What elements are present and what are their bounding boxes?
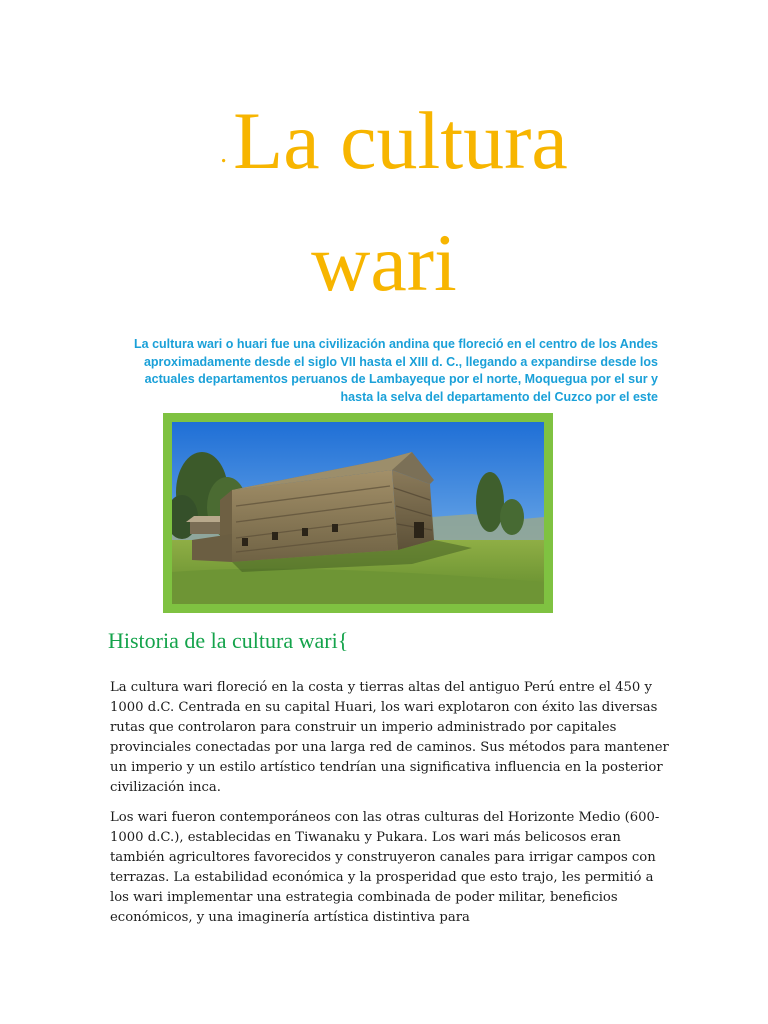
history-paragraph-2: Los wari fueron contemporáneos con las otras culturas del Horizonte Medio (600-1000 d.C.), establecidas en Tiwanaku y Pukara. Los wari más belicosos eran también agricultores favorecidos y construyeron canales para irrigar campos con terrazas. La estabilidad económica y la prosperidad que esto trajo, les permitió a los wari implementar una estrategia combinada de poder militar, beneficios económicos, y una imaginería artística distintiva para bbox=[110, 810, 660, 925]
ruins-photo-frame bbox=[163, 413, 553, 613]
intro-paragraph: La cultura wari o huari fue una civilización andina que floreció en el centro de los Andes aproximadamente desde el siglo VII hasta el XIII d. C., llegando a expandirse desde los actuales departamentos peruanos de Lambayeque por el norte, Moquegua por el sur y hasta la selva del departamento del Cuzco por el este bbox=[134, 337, 658, 404]
document-title-line-2: wari bbox=[311, 217, 457, 308]
history-paragraph-1: La cultura wari floreció en la costa y tierras altas del antiguo Perú entre el 450 y 1000 d.C. Centrada en su capital Huari, los wari explotaron con éxito las diversas rutas que controlaron para construir un imperio administrado por capitales provinciales conectadas por una larga red de caminos. Sus métodos para mantener un imperio y un estilo artístico tendrían una significativa influencia en la posterior civilización inca. bbox=[110, 680, 669, 795]
document-title-line-1 bbox=[10, 95, 768, 186]
title-dot: . bbox=[220, 138, 228, 169]
ruins-photo bbox=[172, 422, 544, 604]
section-heading: Historia de la cultura wari{ bbox=[108, 628, 349, 653]
title-text-1: La cultura bbox=[233, 95, 568, 186]
